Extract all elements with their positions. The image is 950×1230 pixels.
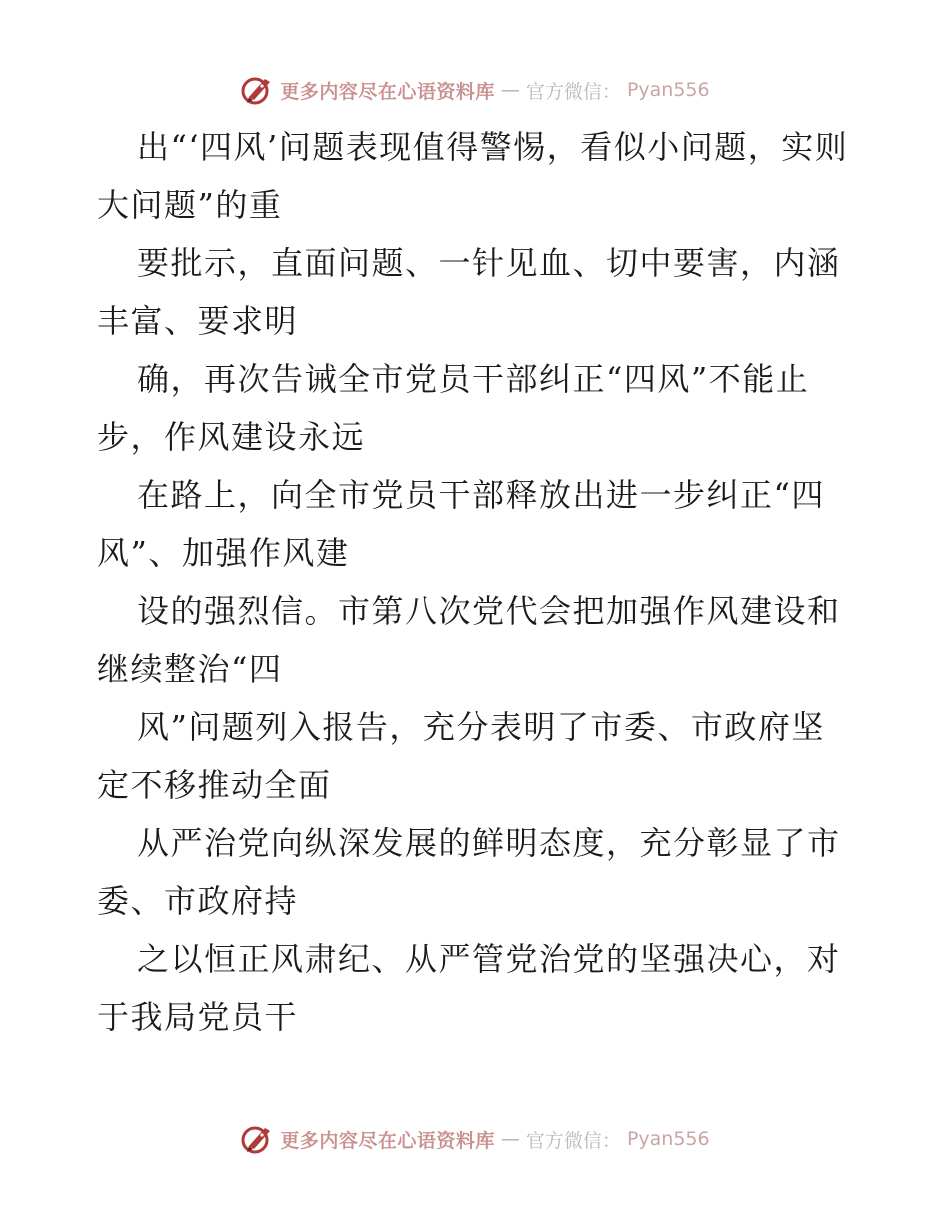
paragraph-8: 之以恒正风肃纪、从严管党治党的坚强决心，对于我局党员干: [97, 940, 841, 1036]
pen-nib-logo-icon: [240, 73, 274, 107]
paragraph-7: 从严治党向纵深发展的鲜明态度，充分彰显了市委、市政府持: [97, 824, 841, 920]
separator-dash: —: [500, 1128, 520, 1150]
paragraph-6: 风”问题列入报告，充分表明了市委、市政府坚定不移推动全面: [97, 708, 825, 804]
paragraph-5: 设的强烈信。市第八次党代会把加强作风建设和继续整治“四: [97, 592, 841, 688]
paragraph-3: 确，再次告诫全市党员干部纠正“四风”不能止步，作风建设永远: [97, 360, 810, 456]
wechat-id: Pyan556: [626, 79, 710, 101]
site-name: 更多内容尽在心语资料库: [280, 1129, 495, 1152]
document-body: [97, 118, 857, 1046]
wechat-id: Pyan556: [626, 1128, 710, 1150]
footer-watermark-banner: [0, 1119, 950, 1159]
separator-dash: —: [500, 79, 520, 101]
site-name: 更多内容尽在心语资料库: [280, 80, 495, 103]
paragraph-1: 出“‘四风’问题表现值得警惕，看似小问题，实则大问题”的重: [97, 128, 849, 224]
pen-nib-logo-icon: [240, 1122, 274, 1156]
wechat-label: 官方微信：: [525, 1129, 621, 1152]
wechat-label: 官方微信：: [525, 80, 621, 103]
paragraph-4: 在路上，向全市党员干部释放出进一步纠正“四风”、加强作风建: [97, 476, 825, 572]
header-watermark-banner: [0, 70, 950, 110]
paragraph-2: 要批示，直面问题、一针见血、切中要害，内涵丰富、要求明: [97, 244, 841, 340]
